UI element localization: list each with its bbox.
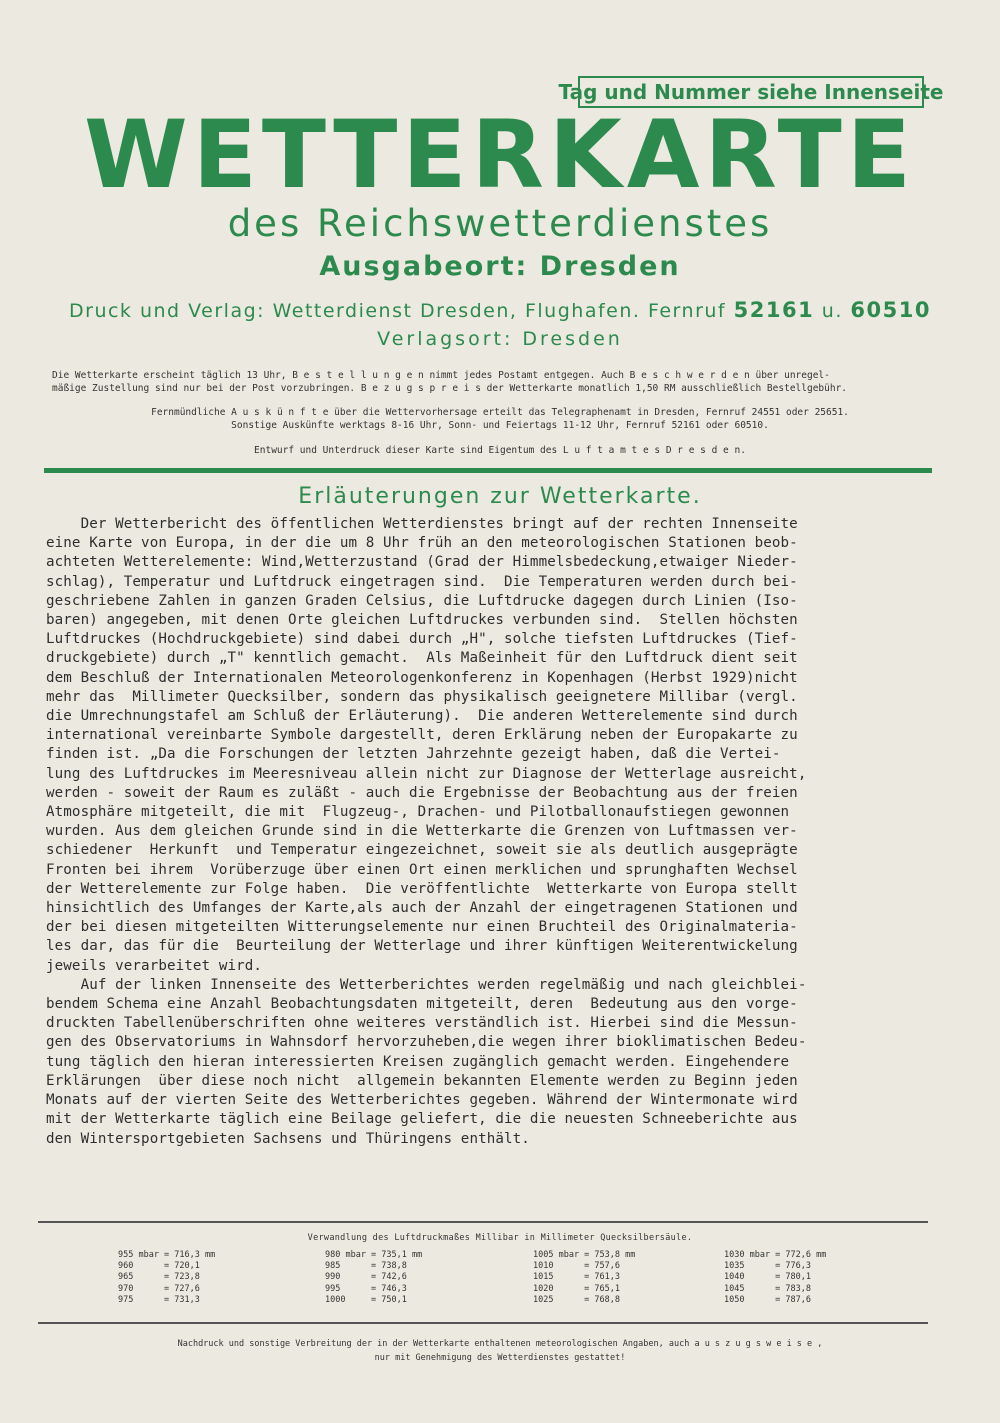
body-line: baren) angegeben, mit denen Orte gleichen Luftdruckes verbunden sind. Stellen höchsten <box>46 612 798 629</box>
verlagsort-line: Verlagsort: Dresden <box>377 328 623 350</box>
body-line: bendem Schema eine Anzahl Beobachtungsdaten mitgeteilt, deren Bedeutung aus den vorge- <box>46 996 798 1013</box>
body-line: schlag), Temperatur und Luftdruck eingetragen sind. Die Temperaturen werden durch bei- <box>46 573 798 590</box>
body-line: finden ist. „Da die Forschungen der letzten Jahrzehnte gezeigt haben, daß die Vertei- <box>46 746 781 763</box>
body-line: dem Beschluß der Internationalen Meteorologenkonferenz in Kopenhagen (Herbst 1929)nicht <box>46 669 798 686</box>
body-line: achteten Wetterelemente: Wind,Wetterzustand (Grad der Himmelsbedeckung,etwaiger Nieder- <box>46 554 798 571</box>
body-line: der Wetterelemente zur Folge haben. Die veröffentlichte Wetterkarte von Europa stellt <box>46 880 798 897</box>
body-line: mit der Wetterkarte täglich eine Beilage geliefert, die die neuesten Schneeberichte aus <box>46 1111 798 1128</box>
body-line: Fronten bei ihrem Vorüberzuge über einen Ort einen merklichen und sprunghaften Wechsel <box>46 861 798 878</box>
body-line: schiedener Herkunft und Temperatur eingezeichnet, soweit sie als deutlich ausgeprägte <box>46 842 798 859</box>
divider-conversion <box>38 1221 928 1223</box>
phone-number-2: 60510 <box>850 298 931 322</box>
body-line: Der Wetterbericht des öffentlichen Wetterdienstes bringt auf der rechten Innenseite <box>46 516 798 532</box>
body-line: wurden. Aus dem gleichen Grunde sind in die Wetterkarte die Grenzen von Luftmassen ver- <box>46 823 798 840</box>
body-line: Atmosphäre mitgeteilt, die mit Flugzeug-, Drachen- und Pilotballonaufstiegen gewonnen <box>46 804 790 821</box>
body-line: Auf der linken Innenseite des Wetterberichtes werden regelmäßig und nach gleichblei- <box>46 976 807 993</box>
ausgabeort-line: Ausgabeort: Dresden <box>319 251 681 282</box>
notice-line-3: Fernmündliche A u s k ü n f t e über die Wettervorhersage erteilt das Telegraphenamt in Dresden, Fernruf 24551 oder 25651. <box>151 407 849 418</box>
section-title: Erläuterungen zur Wetterkarte. <box>298 484 702 509</box>
publisher-mid: u. <box>821 300 843 322</box>
conversion-title: Verwandlung des Luftdruckmaßes Millibar in Millimeter Quecksilbersäule. <box>307 1233 693 1243</box>
conversion-column-3: 1005 mbar = 753,8 mm 1010 = 757,6 1015 = 761,3 1020 = 765,1 1025 = 768,8 <box>533 1250 636 1305</box>
notice-line-5: Entwurf und Unterdruck dieser Karte sind Eigentum des L u f t a m t e s D r e s d e n. <box>254 445 746 456</box>
conversion-column-2: 980 mbar = 735,1 mm 985 = 738,8 990 = 742,6 995 = 746,3 1000 = 750,1 <box>325 1250 423 1305</box>
body-line: les dar, das für die Beurteilung der Wetterlage und ihrer künftigen Weiterentwickelung <box>46 938 798 955</box>
body-line: Erklärungen über diese noch nicht allgemein bekannten Elemente werden zu Beginn jeden <box>46 1072 798 1089</box>
body-line: hinsichtlich des Umfanges der Karte,als auch der Anzahl der eingetragenen Stationen und <box>46 900 798 917</box>
conversion-column-1: 955 mbar = 716,3 mm 960 = 720,1 965 = 723,8 970 = 727,6 975 = 731,3 <box>118 1250 216 1305</box>
body-line: die Umrechnungstafel am Schluß der Erläuterung). Die anderen Wetterelemente sind durch <box>46 708 798 725</box>
notice-line-2: mäßige Zustellung sind nur bei der Post vorzubringen. B e z u g s p r e i s der Wetterkarte monatlich 1,50 RM ausschließlich Bestellgebühr. <box>52 383 848 394</box>
divider-top <box>44 468 932 473</box>
explanation-body <box>46 515 940 1149</box>
body-line: gen des Observatoriums in Wahnsdorf hervorzuheben,die wegen ihrer bioklimatischen Bedeu- <box>46 1034 807 1051</box>
tag-number-box: Tag und Nummer siehe Innenseite <box>578 76 924 108</box>
body-line: international vereinbarte Symbole dargestellt, deren Erklärung neben der Europakarte zu <box>46 727 798 744</box>
body-line: geschriebene Zahlen in ganzen Graden Celsius, die Luftdrucke dagegen durch Linien (Iso- <box>46 592 798 609</box>
body-line: eine Karte von Europa, in der die um 8 Uhr früh an den meteorologischen Stationen beob- <box>46 535 798 552</box>
publisher-line <box>0 296 1000 325</box>
body-line: den Wintersportgebieten Sachsens und Thüringens enthält. <box>46 1130 530 1147</box>
publisher-prefix: Druck und Verlag: Wetterdienst Dresden, Flughafen. Fernruf <box>69 300 727 322</box>
notice-line-4: Sonstige Auskünfte werktags 8-16 Uhr, Sonn- und Feiertags 11-12 Uhr, Fernruf 52161 oder 60510. <box>231 420 769 431</box>
body-line: der bei diesen mitgeteilten Witterungselemente nur einen Bruchteil des Originalmateria- <box>46 919 798 936</box>
body-line: Luftdruckes (Hochdruckgebiete) sind dabei durch „H", solche tiefsten Luftdruckes (Tief- <box>46 631 798 648</box>
divider-footer <box>38 1322 928 1324</box>
conversion-column-4: 1030 mbar = 772,6 mm 1035 = 776,3 1040 = 780,1 1045 = 783,8 1050 = 787,6 <box>724 1250 827 1305</box>
footer-line-2: nur mit Genehmigung des Wetterdienstes gestattet! <box>374 1353 626 1363</box>
body-line: tung täglich den hieran interessierten Kreisen zugänglich gemacht werden. Eingehendere <box>46 1053 790 1070</box>
notice-line-1: Die Wetterkarte erscheint täglich 13 Uhr, B e s t e l l u n g e n nimmt jedes Postamt entgegen. Auch B e s c h w e r d e n über unregel- <box>52 370 830 381</box>
body-line: druckgebiete) durch „T" kenntlich gemacht. Als Maßeinheit für den Luftdruck dient seit <box>46 650 798 667</box>
page-subtitle: des Reichswetterdienstes <box>227 202 773 245</box>
footer-line-1: Nachdruck und sonstige Verbreitung der in der Wetterkarte enthaltenen meteorologischen Angaben, auch a u s z u g s w e i s e , <box>177 1339 823 1349</box>
phone-number-1: 52161 <box>733 298 815 322</box>
body-line: jeweils verarbeitet wird. <box>46 957 263 974</box>
body-line: werden - soweit der Raum es zuläßt - auch die Ergebnisse der Beobachtung aus der freien <box>46 784 798 801</box>
body-line: Monats auf der vierten Seite des Wetterberichtes gegeben. Während der Wintermonate wird <box>46 1092 798 1109</box>
page-title: WETTERKARTE <box>84 101 916 210</box>
body-line: druckten Tabellenüberschriften ohne weiteres verständlich ist. Hierbei sind die Messun- <box>46 1015 798 1032</box>
body-line: mehr das Millimeter Quecksilber, sondern das physikalisch geeignetere Millibar (vergl. <box>46 688 798 705</box>
body-line: lung des Luftdruckes im Meeresniveau allein nicht zur Diagnose der Wetterlage ausreicht, <box>46 765 807 782</box>
